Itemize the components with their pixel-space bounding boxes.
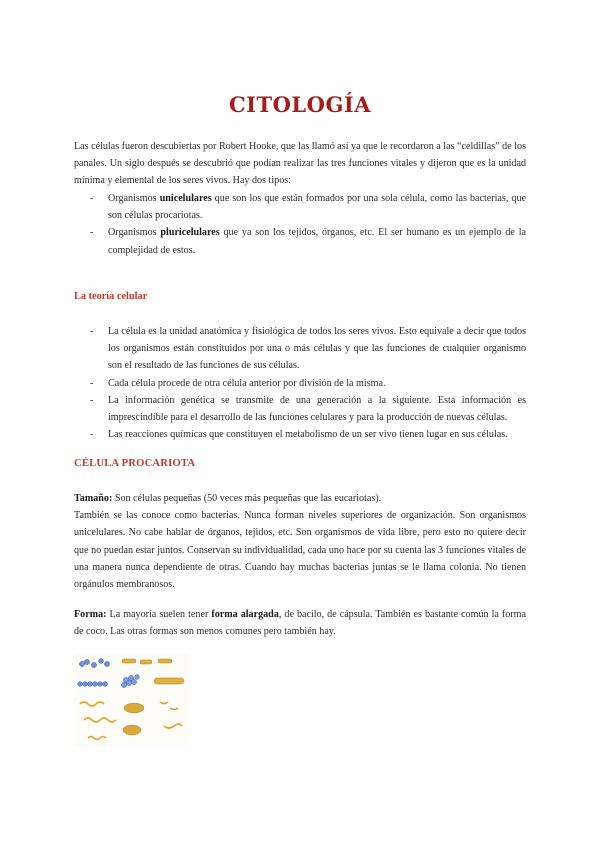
staphylococci-icon	[121, 675, 139, 688]
teoria-list	[74, 323, 526, 443]
section-heading-teoria: La teoría celular	[74, 291, 148, 302]
bacteria-shapes-figure	[74, 654, 190, 746]
colony-icon	[123, 703, 144, 735]
cocci-icon	[79, 659, 109, 668]
forma-paragraph: Forma: La mayoría suelen tener forma alargada, de bacilo, de cápsula. También es bastante común la forma de coco. Las otras formas son menos comunes pero también hay.	[74, 609, 526, 638]
bacteria-illustration	[74, 654, 190, 746]
forma-label: Forma:	[74, 609, 107, 620]
vibrio-icon	[160, 702, 182, 728]
section-heading-procariota: CÉLULA PROCARIOTA	[74, 458, 196, 469]
list-item: - Las reacciones químicas que constituyen el metabolismo de un ser vivo tienen lugar en sus células.	[90, 429, 508, 441]
list-item: - Cada célula procede de otra célula anterior por división de la misma.	[90, 377, 386, 389]
intro-paragraph: Las células fueron descubiertas por Robert Hooke, que las llamó así ya que le recordaron a las “celdillas” de los panales. Un siglo después se descubrió que podían realizar las tres funciones vitales y dijeron que es la unidad mínima y elemental de los seres vivos. Hay dos tipos:	[74, 141, 526, 187]
streptococci-icon	[78, 682, 108, 687]
cell-types-list	[74, 190, 526, 259]
list-item: - La célula es la unidad anatómica y fisiológica de todos los seres vivos. Esto equivale a decir que todos los organismos están constituidos por una o más células y que las funciones de cualquier organismo son el resultado de las funciones de sus células.	[90, 326, 526, 372]
list-item: - Organismos pluricelulares que ya son los tejidos, órganos, etc. El ser humano es un ejemplo de la complejidad de estos.	[90, 227, 526, 256]
list-item: - La información genética se transmite de una generación a la siguiente. Esta información es imprescindible para el desarrollo de las funciones celulares y para la producción de nuevas células.	[90, 394, 526, 424]
tamano-label: Tamaño:	[74, 493, 113, 504]
spirilla-icon	[80, 702, 116, 740]
page-title: CITOLOGÍA	[228, 92, 372, 117]
list-item: - Organismos unicelulares que son los que están formados por una sola célula, como las bacterias, que son células procariotas.	[90, 193, 527, 222]
tamano-paragraph: Tamaño: Son células pequeñas (50 veces más pequeñas que las eucariotas). También se las conoce como bacterias. Nunca forman niveles superiores de organización. Son organismos unicelulares. No cabe hablar de órganos, tejidos, etc. Son organismos de vida libre, pero esto no quiere decir que no puedan estar juntos. Conservan su individualidad, cada uno hace por su cuenta las 3 funciones vitales de una manera nunca dependiente de otras. Cuando hay muchas bacterias juntas se le llama colonia. No tienen orgánulos membranosos.	[74, 493, 526, 591]
